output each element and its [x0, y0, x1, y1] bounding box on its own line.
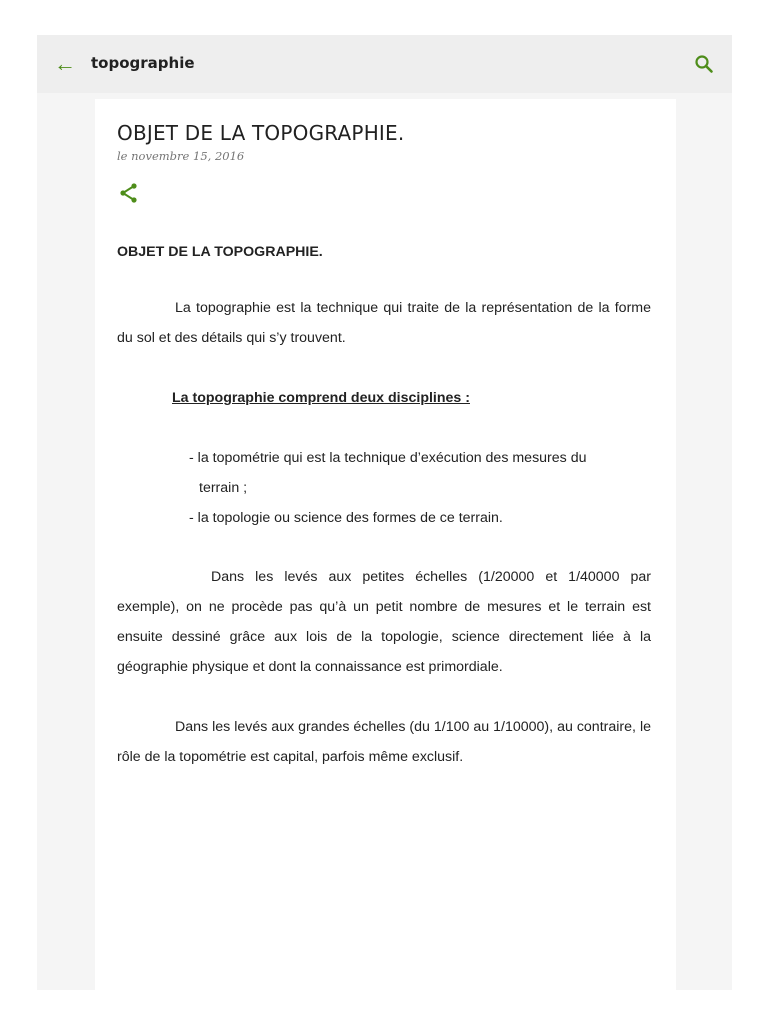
- paragraph-intro: La topographie est la technique qui traite de la représentation de la forme du sol et des détails qui s’y trouvent.: [117, 300, 651, 346]
- list-item: - la topologie ou science des formes de ce terrain.: [189, 510, 503, 526]
- blog-title[interactable]: topographie: [91, 54, 195, 72]
- post-title: OBJET DE LA TOPOGRAPHIE.: [117, 121, 405, 145]
- top-bar: [37, 35, 732, 93]
- disciplines-list: [189, 443, 639, 533]
- back-arrow-icon[interactable]: ←: [54, 51, 76, 76]
- share-icon[interactable]: [117, 181, 141, 205]
- list-item: - la topométrie qui est la technique d’exécution des mesures du: [189, 450, 587, 466]
- paragraph-large-scales: Dans les levés aux grandes échelles (du 1/100 au 1/10000), au contraire, le rôle de la topométrie est capital, parfois même exclusif.: [117, 719, 651, 765]
- page-frame: [37, 35, 732, 990]
- list-item-continuation: terrain ;: [199, 480, 248, 496]
- post-card: [95, 99, 676, 990]
- disciplines-subheading: La topographie comprend deux disciplines :: [172, 390, 470, 406]
- post-body-heading: OBJET DE LA TOPOGRAPHIE.: [117, 244, 323, 260]
- search-icon[interactable]: [692, 52, 716, 76]
- post-date[interactable]: le novembre 15, 2016: [117, 149, 245, 163]
- paragraph-small-scales: Dans les levés aux petites échelles (1/20000 et 1/40000 par exemple), on ne procède pas qu’à un petit nombre de mesures et le terrain est ensuite dessiné grâce aux lois de la topologie, science directement liée à la géographie physique et dont la connaissance est primordiale.: [117, 569, 651, 675]
